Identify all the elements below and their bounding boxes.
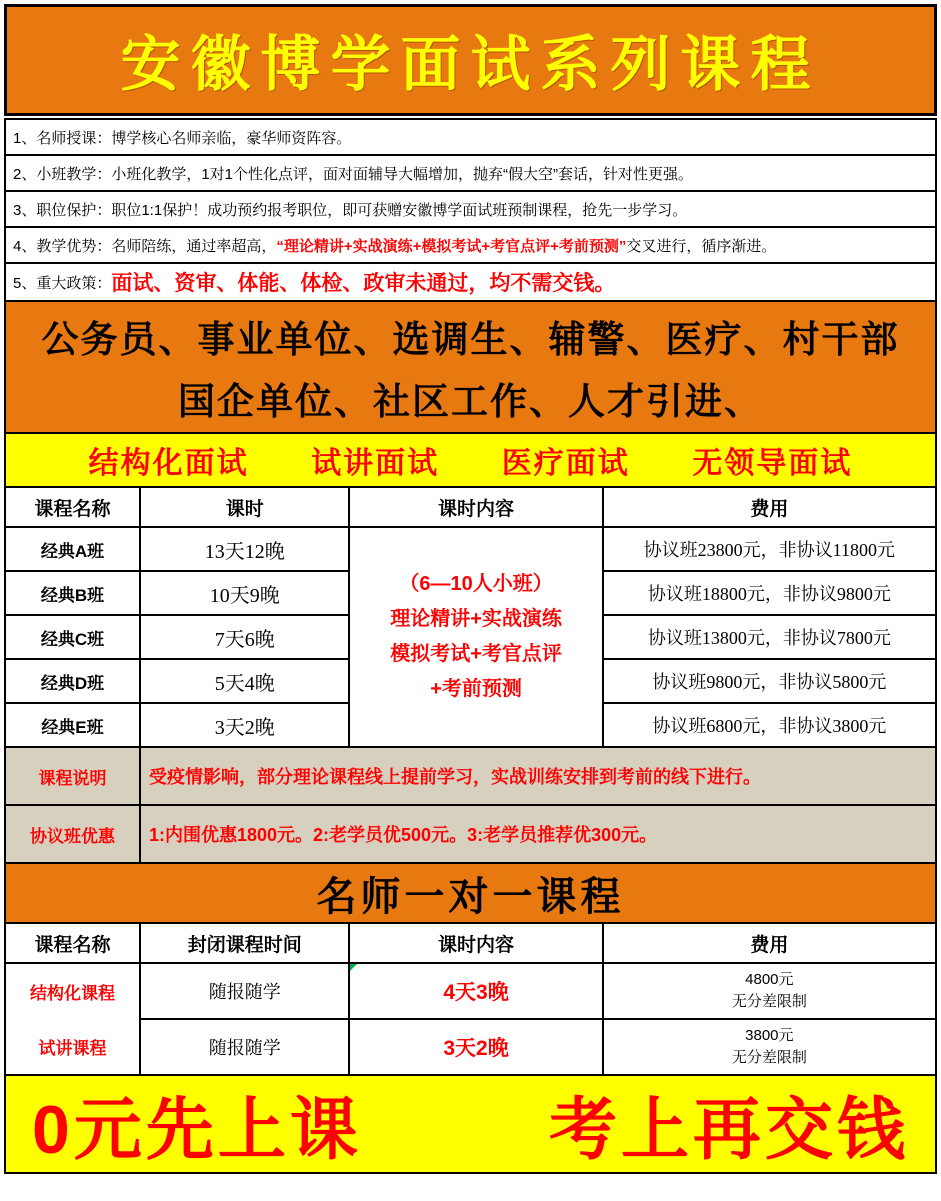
one-on-one-table-wrap	[4, 922, 937, 1076]
fee-amount: 4800元	[745, 971, 794, 989]
audience-line-2: 国企单位、社区工作、人才引进、	[178, 381, 763, 422]
one-on-one-title: 名师一对一课程	[316, 874, 625, 919]
course-name-b: 经典B班	[5, 571, 140, 615]
course-hours-text: 4天3晚	[443, 981, 509, 1004]
col-header-course-name: 课程名称	[5, 923, 140, 963]
feature-text: 5、重大政策：	[13, 274, 112, 292]
note-text-discount: 1:内围优惠1800元。2:老学员优500元。3:老学员推荐优300元。	[140, 805, 936, 863]
feature-item-3	[4, 190, 937, 228]
content-line: （6—10人小班）	[399, 573, 553, 595]
course-table-header-row	[5, 487, 936, 527]
audience-banner	[4, 300, 937, 434]
course-hours-1	[349, 963, 602, 1019]
course-hours-c: 7天6晚	[140, 615, 349, 659]
table-row	[5, 963, 936, 1019]
feature-item-5	[4, 262, 937, 302]
feature-highlight: “理论精讲+实战演练+模拟考试+考官点评+考前预测”	[276, 237, 627, 255]
course-hours-text: 3天2晚	[443, 1037, 509, 1060]
interview-type-medical: 医疗面试	[501, 447, 630, 480]
course-time-2: 随报随学	[140, 1019, 349, 1075]
table-row	[5, 1019, 936, 1075]
course-fee-b: 协议班18800元，非协议9800元	[603, 571, 936, 615]
course-table	[4, 486, 937, 864]
note-row-course-info	[5, 747, 936, 805]
content-line: +考前预测	[430, 678, 522, 700]
fee-condition: 无分差限制	[731, 993, 807, 1010]
course-name-d: 经典D班	[5, 659, 140, 703]
feature-text-suffix: 交叉进行，循序渐进。	[626, 237, 777, 255]
course-table-wrap	[4, 486, 937, 864]
feature-text: 3、职位保护：职位1:1保护！成功预约报考职位，即可获赠安徽博学面试班预制课程，抢先一步学习。	[13, 201, 688, 219]
col-header-course-name: 课程名称	[5, 487, 140, 527]
content-line: 模拟考试+考官点评	[390, 643, 562, 665]
course-name-e: 经典E班	[5, 703, 140, 747]
course-fee-a: 协议班23800元，非协议11800元	[603, 527, 936, 571]
interview-type-structured: 结构化面试	[88, 447, 249, 480]
cell-comment-marker-icon	[350, 964, 357, 971]
interview-type-leaderless: 无领导面试	[692, 447, 853, 480]
col-header-content: 课时内容	[349, 923, 602, 963]
course-fee-2	[603, 1019, 936, 1075]
feature-text: 1、名师授课：博学核心名师亲临，豪华师资阵容。	[13, 129, 352, 147]
course-fee-1	[603, 963, 936, 1019]
col-header-fee: 费用	[603, 923, 936, 963]
feature-highlight: 面试、资审、体能、体检、政审未通过，均不需交钱。	[111, 272, 616, 295]
col-header-content: 课时内容	[349, 487, 602, 527]
course-fee-c: 协议班13800元，非协议7800元	[603, 615, 936, 659]
one-on-one-names-cell	[5, 963, 140, 1075]
poster-header	[4, 4, 937, 116]
content-line: 理论精讲+实战演练	[390, 608, 562, 630]
course-name-structured: 结构化课程	[29, 984, 115, 1003]
feature-text: 4、教学优势：名师陪练，通过率超高，	[13, 237, 277, 255]
audience-line-1: 公务员、事业单位、选调生、辅警、医疗、村干部	[41, 319, 900, 360]
interview-type-lecture: 试讲面试	[311, 447, 440, 480]
fee-condition: 无分差限制	[731, 1049, 807, 1066]
slogan-right: 考上再交钱	[548, 1091, 909, 1168]
course-name-lecture: 试讲课程	[38, 1039, 107, 1058]
poster-title: 安徽博学面试系列课程	[120, 31, 821, 98]
course-time-1: 随报随学	[140, 963, 349, 1019]
feature-item-1	[4, 118, 937, 156]
col-header-hours: 课时	[140, 487, 349, 527]
one-on-one-section-header	[4, 862, 937, 924]
note-text-course-info: 受疫情影响，部分理论课程线上提前学习，实战训练安排到考前的线下进行。	[140, 747, 936, 805]
feature-item-4	[4, 226, 937, 264]
course-fee-d: 协议班9800元，非协议5800元	[603, 659, 936, 703]
course-name-a: 经典A班	[5, 527, 140, 571]
feature-text: 2、小班教学：小班化教学，1对1个性化点评，面对面辅导大幅增加，抛弃“假大空”套话，针对性更强。	[13, 165, 694, 183]
course-hours-e: 3天2晚	[140, 703, 349, 747]
slogan-left: 0元先上课	[32, 1091, 362, 1168]
note-label-discount: 协议班优惠	[5, 805, 140, 863]
col-header-fee: 费用	[603, 487, 936, 527]
course-hours-a: 13天12晚	[140, 527, 349, 571]
table-row	[5, 527, 936, 571]
course-fee-e: 协议班6800元，非协议3800元	[603, 703, 936, 747]
bottom-slogan-banner	[4, 1074, 937, 1174]
note-row-discount	[5, 805, 936, 863]
col-header-closed-time: 封闭课程时间	[140, 923, 349, 963]
feature-item-2	[4, 154, 937, 192]
interview-types-bar	[4, 432, 937, 488]
note-label-course-info: 课程说明	[5, 747, 140, 805]
course-hours-d: 5天4晚	[140, 659, 349, 703]
course-content-merged-cell	[349, 527, 602, 747]
one-on-one-header-row	[5, 923, 936, 963]
course-hours-b: 10天9晚	[140, 571, 349, 615]
course-name-c: 经典C班	[5, 615, 140, 659]
one-on-one-table	[4, 922, 937, 1076]
fee-amount: 3800元	[745, 1027, 794, 1045]
course-hours-2	[349, 1019, 602, 1075]
